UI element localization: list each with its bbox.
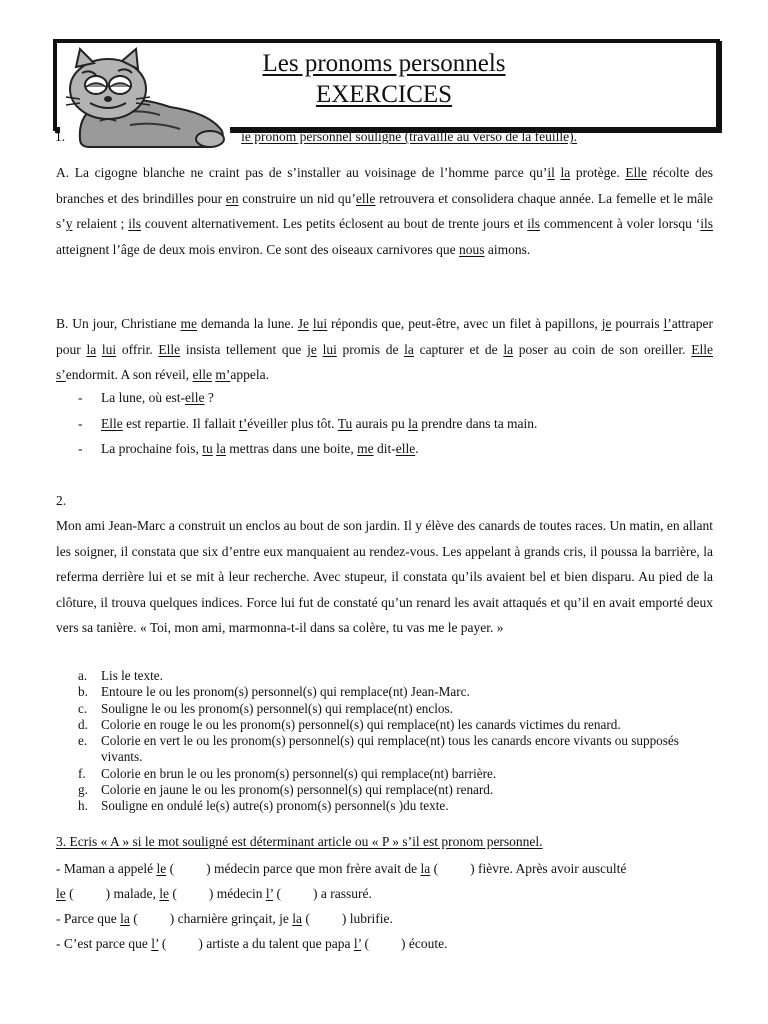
underlined-pronoun: ils [700, 216, 713, 231]
text-segment: ( [168, 886, 177, 901]
underlined-pronoun: la [292, 911, 303, 926]
text-segment: ) fièvre. Après avoir ausculté [470, 861, 627, 876]
underlined-pronoun: y [65, 216, 73, 231]
exercise-2-task-list [78, 668, 718, 815]
text-segment: couvent alternativement. Les petits éclosent au bout de trente jours et [141, 216, 528, 231]
underlined-pronoun: en [225, 190, 239, 206]
underlined-pronoun: elle [192, 367, 212, 382]
text-segment: éveiller plus tôt. [247, 415, 338, 431]
text-segment: commencent à voler lorsqu ‘ [540, 216, 701, 231]
exercise-2-text: Mon ami Jean-Marc a construit un enclos au bout de son jardin. Il y élève des canards de toutes races. Un matin, en allant les soigner, il constata que six d’entre eux manquaient au rendez-vous. Les appelant à grands cris, il poussa la barrière, la referma derrière lui et se mit à leur recherche. Avec stupeur, il constata qu’ils avaient bel et bien disparu. Au pied de la clôture, il trouva quelques indices. Force lui fut de constaté qu’un renard les avait attaqués et qu’il en avait emporté deux vers sa tanière. « Toi, mon ami, marmonna-t-il dans sa colère, tu vas me le payer. » [56, 518, 713, 635]
underlined-pronoun: Elle [101, 415, 123, 431]
underlined-pronoun: la [216, 441, 226, 456]
underlined-pronoun: la [404, 341, 414, 357]
text-segment: aimons. [484, 241, 531, 257]
text-segment: La lune, où est- [101, 390, 185, 405]
text-segment: ) médecin parce que mon frère avait de [206, 861, 421, 876]
text-segment: ( [302, 911, 310, 926]
task-item [78, 701, 718, 717]
text-segment: B. Un jour, Christiane [56, 316, 181, 331]
text-segment: ? [204, 390, 214, 405]
underlined-pronoun: l’ [151, 936, 159, 951]
task-text: Colorie en vert le ou les pronom(s) personnel(s) qui remplace(nt) tous les canards encore vivants ou supposés vivants. [101, 733, 679, 765]
text-segment: récolte des branches et des brindilles pour [56, 165, 714, 206]
text-segment: demanda la lune. [197, 316, 298, 331]
underlined-pronoun: m’ [215, 367, 231, 382]
task-marker: e. [78, 733, 88, 749]
task-item [78, 798, 718, 814]
exercise-3-heading-text: 3. Ecris « A » si le mot souligné est déterminant article ou « P » s’il est pronom personnel. [56, 834, 543, 849]
underlined-pronoun: ils [527, 216, 541, 231]
underlined-pronoun: la [420, 861, 431, 876]
underlined-pronoun: nous [459, 241, 485, 257]
exercise-1-dialogue-list [78, 385, 718, 462]
text-segment: pourrais [611, 316, 664, 331]
exercise-1-number: 1. [55, 129, 66, 144]
underlined-pronoun: Elle [691, 341, 713, 357]
underlined-pronoun: t’ [238, 415, 248, 431]
task-text: Souligne le ou les pronom(s) personnel(s) qui remplace(nt) enclos. [101, 700, 453, 716]
text-segment: ( [129, 911, 138, 926]
task-text: Colorie en rouge le ou les pronom(s) personnel(s) qui remplace(nt) les canards victimes du renard. [101, 716, 621, 732]
text-segment: ) charnière grinçait, je [169, 911, 293, 926]
underlined-pronoun: Je [297, 316, 309, 331]
task-marker: f. [78, 765, 86, 781]
task-text: Souligne en ondulé le(s) autre(s) pronom(s) personnel(s )du texte. [101, 798, 449, 814]
text-segment: protège. [570, 165, 626, 180]
dialogue-line [78, 385, 718, 411]
task-marker: a. [78, 668, 88, 683]
underlined-pronoun: le [56, 886, 66, 901]
dialogue-line [78, 411, 718, 437]
text-segment: relaient ; [72, 216, 129, 231]
underlined-pronoun: la [86, 341, 97, 357]
task-marker: c. [78, 700, 88, 716]
text-segment: aurais pu [352, 415, 409, 431]
task-marker: h. [78, 798, 88, 814]
exercise-3-heading [56, 829, 713, 854]
underlined-pronoun: la [560, 165, 571, 180]
text-segment: ) médecin [208, 886, 266, 901]
text-segment: - Maman a appelé [56, 861, 157, 876]
task-text: Colorie en jaune le ou les pronom(s) personnel(s) qui remplace(nt) renard. [101, 782, 494, 798]
text-segment: ( [273, 886, 281, 901]
text-segment: ) artiste a du talent que papa [198, 936, 354, 951]
page-title: Les pronoms personnels [262, 50, 506, 77]
underlined-pronoun: le [156, 861, 167, 876]
text-segment: répondis que, peut-être, avec un filet à papillons, [327, 316, 602, 331]
text-segment: - Parce que [56, 911, 121, 926]
exercise-3-line [56, 856, 713, 881]
underlined-pronoun: lui [312, 316, 328, 331]
underlined-pronoun: Tu [337, 415, 353, 431]
exercise-1-paragraph-b [56, 311, 713, 388]
text-segment: insista tellement que [180, 341, 308, 357]
underlined-pronoun: s’ [56, 367, 66, 382]
text-segment: dit- [373, 441, 396, 456]
underlined-pronoun: l’ [663, 316, 672, 331]
text-segment: attraper pour [56, 316, 713, 357]
text-segment: ) lubrifie. [341, 911, 393, 926]
text-segment: ( [158, 936, 167, 951]
page-subtitle: EXERCICES [315, 81, 453, 108]
underlined-pronoun: le [159, 886, 169, 901]
task-marker: g. [78, 782, 88, 798]
text-segment: offrir. [116, 341, 159, 357]
underlined-pronoun: elle [184, 390, 205, 405]
text-segment: A. La cigogne blanche ne craint pas de s’installer au voisinage de l’homme parce qu’ [56, 165, 548, 180]
task-item [78, 782, 718, 798]
text-segment: appela. [230, 367, 269, 382]
text-segment: ) a rassuré. [312, 886, 372, 901]
underlined-pronoun: elle [355, 190, 376, 206]
underlined-pronoun: la [120, 911, 130, 926]
text-segment: ) malade, [105, 886, 160, 901]
underlined-pronoun: l’ [265, 886, 274, 901]
exercise-2-number: 2. [56, 493, 67, 508]
task-item [78, 733, 718, 766]
text-segment: . [415, 441, 419, 456]
exercise-3-line [56, 931, 713, 956]
text-segment: construire un nid qu’ [238, 190, 356, 206]
text-segment: La prochaine fois, [101, 441, 203, 456]
exercise-1-instruction [55, 129, 715, 145]
underlined-pronoun: la [408, 415, 418, 431]
underlined-pronoun: je [307, 341, 317, 357]
text-segment: promis de [336, 341, 405, 357]
text-segment: est repartie. Il fallait [122, 415, 239, 431]
underlined-pronoun: tu [202, 441, 213, 456]
task-text: Colorie en brun le ou les pronom(s) personnel(s) qui remplace(nt) barrière. [101, 765, 497, 781]
task-item [78, 717, 718, 733]
text-segment: ( [65, 886, 74, 901]
task-text: Entoure le ou les pronom(s) personnel(s) qui remplace(nt) Jean-Marc. [101, 684, 470, 700]
exercise-3-line [56, 881, 713, 906]
underlined-pronoun: la [503, 341, 514, 357]
exercise-3-line [56, 906, 713, 931]
text-segment: ( [166, 861, 175, 876]
text-segment: mettras dans une boite, [225, 441, 358, 456]
exercise-1-instruction-text: ie pronom personnel souligné (travaille au verso de la feuille). [241, 129, 578, 144]
underlined-pronoun: lui [101, 341, 117, 357]
underlined-pronoun: elle [395, 441, 416, 456]
task-item [78, 684, 718, 700]
underlined-pronoun: me [357, 441, 374, 456]
exercise-1-paragraph-a [56, 160, 713, 262]
underlined-pronoun: je [601, 316, 612, 331]
underlined-pronoun: il [547, 165, 555, 180]
underlined-pronoun: ils [128, 216, 142, 231]
text-segment: ( [430, 861, 439, 876]
underlined-pronoun: Elle [158, 341, 181, 357]
task-item [78, 766, 718, 782]
dialogue-line [78, 436, 718, 462]
text-segment: ( [361, 936, 370, 951]
text-segment: - C’est parce que [56, 936, 152, 951]
text-segment: atteignent l’âge de deux mois environ. Ce sont des oiseaux carnivores que [56, 241, 460, 257]
task-marker: b. [78, 684, 88, 700]
underlined-pronoun: lui [322, 341, 337, 357]
underlined-pronoun: me [180, 316, 198, 331]
task-marker: d. [78, 716, 88, 732]
underlined-pronoun: l’ [353, 936, 362, 951]
text-segment: poser au coin de son oreiller. [513, 341, 692, 357]
task-text: Lis le texte. [101, 668, 163, 683]
text-segment: capturer et de [413, 341, 504, 357]
text-segment: prendre dans ta main. [417, 415, 538, 431]
text-segment: retrouvera et consolidera chaque année. La femelle et le mâle s’ [56, 190, 714, 231]
text-segment: endormit. A son réveil, [65, 367, 193, 382]
task-item [78, 668, 718, 684]
underlined-pronoun: Elle [625, 165, 648, 180]
text-segment: ) écoute. [401, 936, 448, 951]
